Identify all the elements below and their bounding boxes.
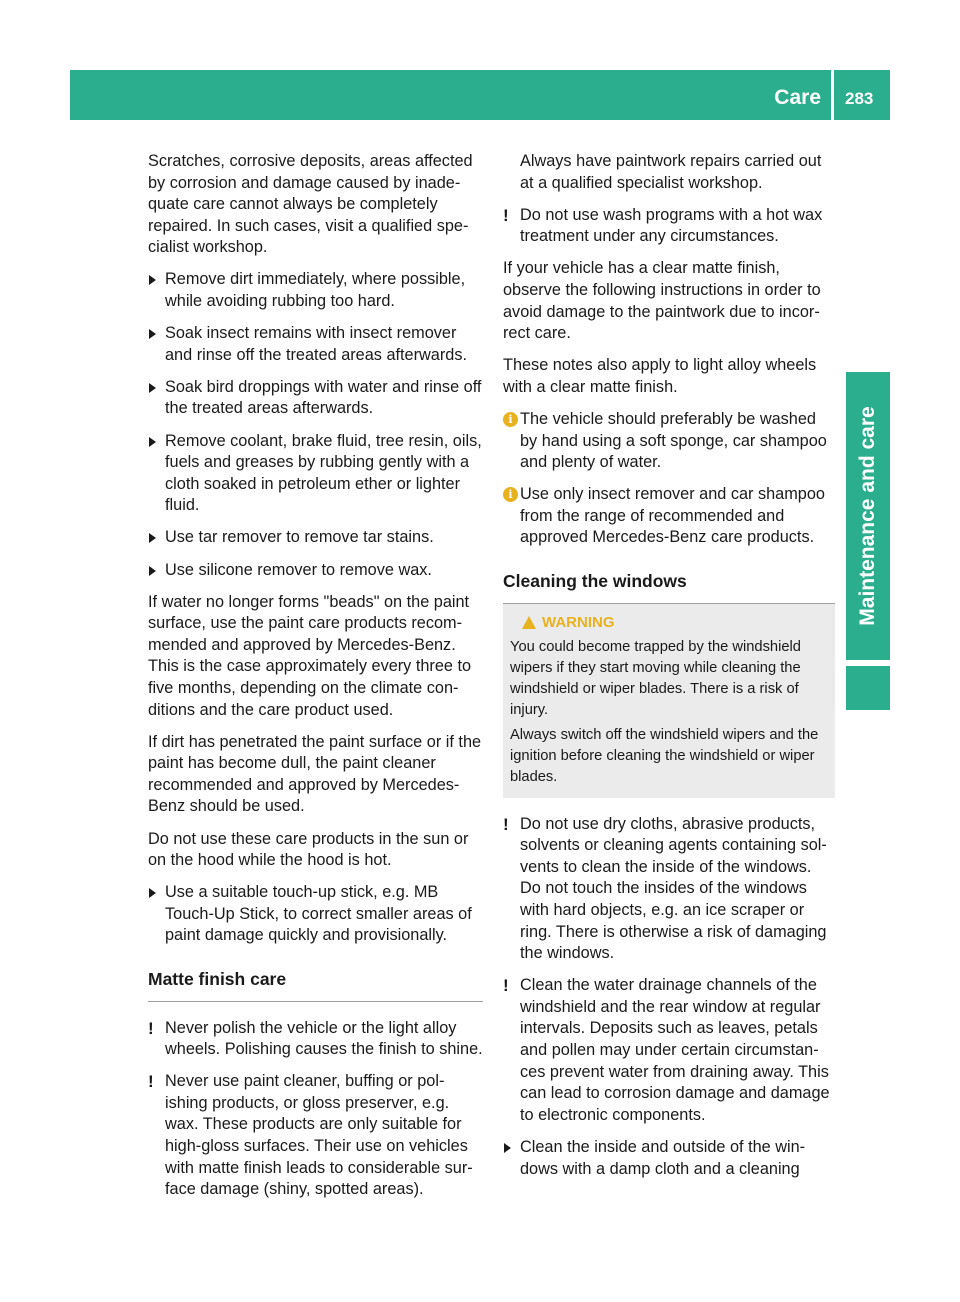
step-text: Clean the inside and outside of the win-dows with a damp cloth and a cleaning	[520, 1137, 806, 1178]
arrow-icon	[149, 888, 156, 898]
warning-text: You could become trapped by the windshield wipers if they start moving while cleaning the windshield or wiper blades. There is a risk of injury.	[510, 638, 801, 718]
info-item	[503, 484, 835, 549]
note-item	[148, 1018, 483, 1061]
info-item	[503, 409, 835, 474]
dull-paint-paragraph: If dirt has penetrated the paint surface or if the paint has become dull, the paint cleaner recommended and approved by Mercedes-Benz should be used.	[148, 732, 482, 816]
intro-paragraph: Scratches, corrosive deposits, areas affected by corrosion and damage caused by inade-quate care cannot always be completely repaired. In such cases, visit a qualified spe-cialist workshop.	[148, 152, 473, 257]
exclamation-icon: !	[503, 976, 509, 996]
header-separator	[831, 70, 834, 120]
warning-title	[522, 612, 827, 633]
arrow-icon	[504, 1143, 511, 1153]
step-item	[503, 1137, 835, 1180]
matte-finish-heading: Matte finish care	[148, 969, 483, 1002]
note-text: Never use paint cleaner, buffing or pol-ishing products, or gloss preserver, e.g. wax. These products are only suitable for high-gloss surfaces. Their use on vehicles with matte finish leads to considerable sur-face damage (shiny, spotted areas).	[165, 1072, 473, 1199]
sun-paragraph: Do not use these care products in the sun or on the hood while the hood is hot.	[148, 829, 469, 870]
right-column	[503, 151, 835, 1191]
note-text: Do not use dry cloths, abrasive products, solvents or cleaning agents containing sol-vents to clean the inside of the windows. Do not touch the insides of the windows with hard objects, e.g. an ice scraper or ring. There is otherwise a risk of damaging the windows.	[520, 814, 827, 963]
exclamation-icon: !	[503, 814, 509, 834]
arrow-icon	[149, 383, 156, 393]
exclamation-icon: !	[503, 205, 509, 225]
step-text: Use tar remover to remove tar stains.	[165, 528, 434, 547]
step-text: Remove dirt immediately, where possible, while avoiding rubbing too hard.	[165, 270, 466, 311]
warning-text: Always switch off the windshield wipers and the ignition before cleaning the windshield or wiper blades.	[510, 726, 819, 785]
warning-box	[503, 604, 835, 798]
note-item	[148, 1071, 483, 1201]
step-text: Soak bird droppings with water and rinse off the treated areas afterwards.	[165, 377, 482, 418]
info-icon: i	[503, 412, 518, 427]
step-item	[148, 431, 483, 517]
note-text: Do not use wash programs with a hot wax treatment under any circumstances.	[520, 205, 823, 246]
beads-paragraph: If water no longer forms "beads" on the paint surface, use the paint care products recom-mended and approved by Mercedes-Benz. This is the case approximately every three to five months, depending on the climate con-ditions and the care product used.	[148, 592, 472, 719]
step-text: Always have paintwork repairs carried out at a qualified specialist workshop.	[520, 152, 822, 192]
arrow-icon	[149, 437, 156, 447]
step-text: Use silicone remover to remove wax.	[165, 560, 432, 579]
exclamation-icon: !	[148, 1072, 154, 1092]
step-item	[148, 377, 483, 420]
side-tab-marker	[846, 666, 890, 710]
header-bar	[70, 70, 890, 120]
warning-title-text: WARNING	[542, 613, 615, 631]
arrow-icon	[149, 533, 156, 543]
step-item	[148, 882, 483, 947]
arrow-icon	[149, 566, 156, 576]
matte-paragraph: If your vehicle has a clear matte finish, observe the following instructions in order to avoid damage to the paintwork due to incor-rect care.	[503, 259, 821, 343]
step-item	[148, 560, 483, 582]
note-item	[503, 975, 835, 1126]
note-item	[503, 205, 835, 248]
page-number: 283	[845, 89, 874, 108]
step-item	[148, 323, 483, 366]
step-item	[148, 269, 483, 312]
info-text: Use only insect remover and car shampoo from the range of recommended and approved Mercedes-Benz care products.	[520, 485, 825, 547]
note-text: Never polish the vehicle or the light alloy wheels. Polishing causes the finish to shine.	[165, 1018, 483, 1059]
left-column	[148, 151, 483, 1211]
section-title: Care	[774, 86, 821, 109]
side-tab-label: Maintenance and care	[856, 406, 879, 626]
continued-step	[503, 151, 835, 194]
note-item	[503, 814, 835, 965]
arrow-icon	[149, 275, 156, 285]
arrow-icon	[149, 329, 156, 339]
info-icon: i	[503, 487, 518, 502]
warning-triangle-icon	[522, 616, 536, 629]
note-text: Clean the water drainage channels of the windshield and the rear window at regular intervals. Deposits such as leaves, petals and pollen may under certain circumstan-ces prevent water from draining away. This can lead to corrosion damage and damage to electronic components.	[520, 976, 830, 1124]
wheels-paragraph: These notes also apply to light alloy wheels with a clear matte finish.	[503, 356, 817, 396]
info-text: The vehicle should preferably be washed by hand using a soft sponge, car shampoo and plenty of water.	[520, 409, 827, 472]
step-item	[148, 527, 483, 549]
step-text: Use a suitable touch-up stick, e.g. MB Touch-Up Stick, to correct smaller areas of paint damage quickly and provisionally.	[165, 883, 472, 945]
step-text: Remove coolant, brake fluid, tree resin, oils, fuels and greases by rubbing gently with a cloth soaked in petroleum ether or lighter fluid.	[165, 431, 482, 515]
cleaning-windows-heading: Cleaning the windows	[503, 571, 835, 604]
exclamation-icon: !	[148, 1018, 154, 1038]
step-text: Soak insect remains with insect remover and rinse off the treated areas afterwards.	[165, 324, 467, 364]
